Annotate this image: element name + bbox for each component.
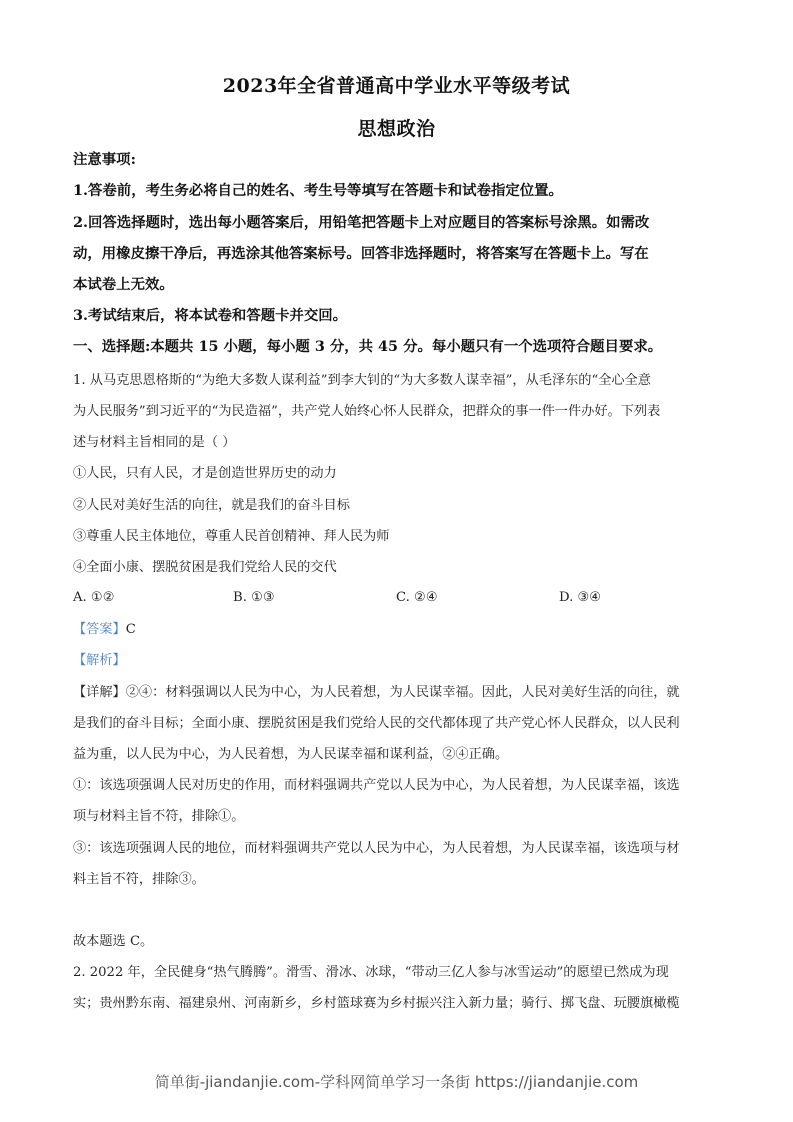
statement-3: ③尊重人民主体地位，尊重人民首创精神、拜人民为师 (73, 529, 390, 544)
question-1-stem: 1. 从马克思恩格斯的“为绝大多数人谋利益”到李大钊的“为大多数人谋幸福”，从毛泽东的“全心全意 (73, 373, 651, 388)
analysis-tag: 【解析】 (73, 653, 126, 668)
detail-line: 【详解】②④：材料强调以人民为中心，为人民着想，为人民谋幸福。因此，人民对美好生活的向往，就 (73, 685, 680, 700)
detail-line: 料主旨不符，排除③。 (73, 872, 205, 887)
answer-value: C (125, 622, 136, 637)
exam-title: 2023年全省普通高中学业水平等级考试 (222, 75, 571, 97)
statement-1: ①人民，只有人民，才是创造世界历史的动力 (73, 466, 337, 481)
section-heading: 一、选择题:本题共 15 小题，每小题 3 分，共 45 分。每小题只有一个选项符合题目要求。 (73, 338, 663, 355)
exam-subject: 思想政治 (357, 118, 436, 140)
statement-2: ②人民对美好生活的向往，就是我们的奋斗目标 (73, 498, 350, 513)
notice-line: 动，用橡皮擦干净后，再选涂其他答案标号。回答非选择题时，将答案写在答题卡上。写在 (73, 245, 649, 262)
conclusion: 故本题选 C。 (73, 934, 154, 949)
question-2-stem: 2. 2022 年，全民健身“热气腾腾”。滑雪、滑冰、冰球，“带动三亿人参与冰雪运动”的愿望已然成为现 (73, 965, 669, 980)
option-b: B. ①③ (233, 590, 275, 605)
statement-4: ④全面小康、摆脱贫困是我们党给人民的交代 (73, 560, 337, 575)
notice-line: 1.答卷前，考生务必将自己的姓名、考生号等填写在答题卡和试卷指定位置。 (73, 182, 563, 199)
notice-heading: 注意事项: (73, 151, 136, 168)
detail-line: ③：该选项强调人民的地位，而材料强调共产党以人民为中心，为人民着想，为人民谋幸福，该选项与材 (73, 841, 680, 856)
notice-line: 2.回答选择题时，选出每小题答案后，用铅笔把答题卡上对应题目的答案标号涂黑。如需改 (73, 214, 650, 231)
detail-line: ①：该选项强调人民对历史的作用，而材料强调共产党以人民为中心，为人民着想，为人民谋幸福，该选 (73, 778, 680, 793)
answer-tag: 【答案】 (73, 622, 126, 637)
footer-watermark: 简单街-jiandanjie.com-学科网简单学习一条街 https://jiandanjie.com (154, 1073, 639, 1091)
answer-row (73, 621, 723, 639)
option-a: A. ①② (73, 590, 115, 605)
detail-line: 项与材料主旨不符，排除①。 (73, 809, 245, 824)
detail-line: 是我们的奋斗目标；全面小康、摆脱贫困是我们党给人民的交代都体现了共产党心怀人民群众，以人民利 (73, 716, 680, 731)
detail-line: 益为重，以人民为中心，为人民着想，为人民谋幸福和谋利益，②④正确。 (73, 747, 509, 762)
question-2-stem: 实；贵州黔东南、福建泉州、河南新乡，乡村篮球赛为乡村振兴注入新力量；骑行、掷飞盘、玩腰旗橄榄 (73, 996, 680, 1011)
notice-line: 本试卷上无效。 (73, 276, 174, 293)
notice-line: 3.考试结束后，将本试卷和答题卡并交回。 (73, 307, 348, 324)
question-1-stem: 为人民服务”到习近平的“为民造福”，共产党人始终心怀人民群众，把群众的事一件一件办好。下列表 (73, 404, 661, 419)
question-1-stem: 述与材料主旨相同的是（ ） (73, 435, 236, 450)
option-c: C. ②④ (396, 590, 438, 605)
option-d: D. ③④ (559, 590, 602, 605)
